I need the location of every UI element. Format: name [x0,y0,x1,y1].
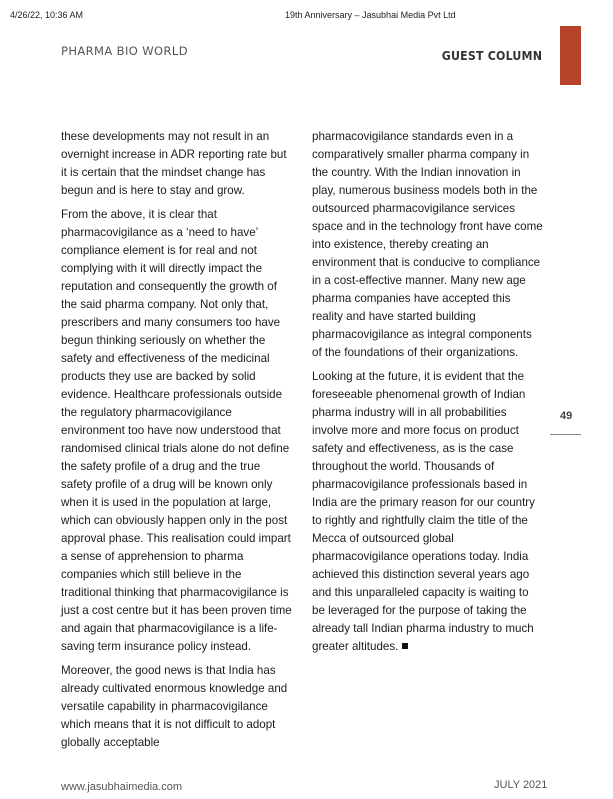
article-column-right [312,128,544,662]
page-number: 49 [560,410,573,422]
paragraph: these developments may not result in an overnight increase in ADR reporting rate but it is certain that the mindset change has begun and is here to stay and grow. [61,130,287,197]
accent-bar [560,26,581,85]
paragraph-final [312,368,544,656]
paragraph: From the above, it is clear that pharmacovigilance as a ‘need to have’ compliance element is for real and not complying with it will directly impact the reputation and consequently the growth of the said pharma company. Not only that, prescribers and many consumers too have begun thinking seriously on whether the safety and effectiveness of the medicinal products they use are backed by solid evidence. Healthcare professionals outside the regulatory pharmacovigilance environment too have now understood that randomised clinical trials alone do not define the safety profile of a drug and the true safety profile of a drug will be known only when it is used in the population at large, which can obviously happen only in the post approval phase. This realisation could impart a sense of apprehension to pharma companies which still believe in the traditional thinking that pharmacovigilance is just a cost centre but it has been proven time and again that pharmacovigilance is a life-saving term insurance policy instead. [61,208,292,653]
footer-website: www.jasubhaimedia.com [61,781,183,793]
end-of-article-icon [402,643,408,649]
article-column-left [61,128,293,758]
magazine-name: PHARMA BIO WORLD [61,44,188,58]
browser-print-header [10,10,603,24]
page-number-rule [550,434,581,435]
paragraph-text: Looking at the future, it is evident that the foreseeable phenomenal growth of Indian pharma industry will in all probabilities involve more and more focus on product safety and effectiveness, as is the case throughout the world. Thousands of pharmacovigilance professionals based in India are the primary reason for our country to rightly and rightfully claim the title of the Mecca of outsourced global pharmacovigilance operations today. India achieved this distinction several years ago and this unparalleled capacity is waiting to be leveraged for the purpose of taking the already tall Indian pharma industry to much greater altitudes. [312,370,535,653]
print-datetime: 4/26/22, 10:36 AM [10,10,84,20]
paragraph: Moreover, the good news is that India has already cultivated enormous knowledge and versatile capability in pharmacovigilance which means that it is not difficult to adopt globally acceptable [61,664,288,749]
footer-issue-date: JULY 2021 [494,779,548,791]
print-page-title: 19th Anniversary – Jasubhai Media Pvt Ltd [285,10,456,20]
section-label: GUEST COLUMN [441,49,542,63]
paragraph: pharmacovigilance standards even in a comparatively smaller pharma company in the country. With the Indian innovation in play, numerous business models both in the outsourced pharmacovigilance services space and in the technology front have come into existence, thereby creating an environment that is conducive to compliance in a cost-effective manner. Many new age pharma companies have accepted this reality and have started building pharmacovigilance as integral components of the foundations of their organizations. [312,130,543,359]
